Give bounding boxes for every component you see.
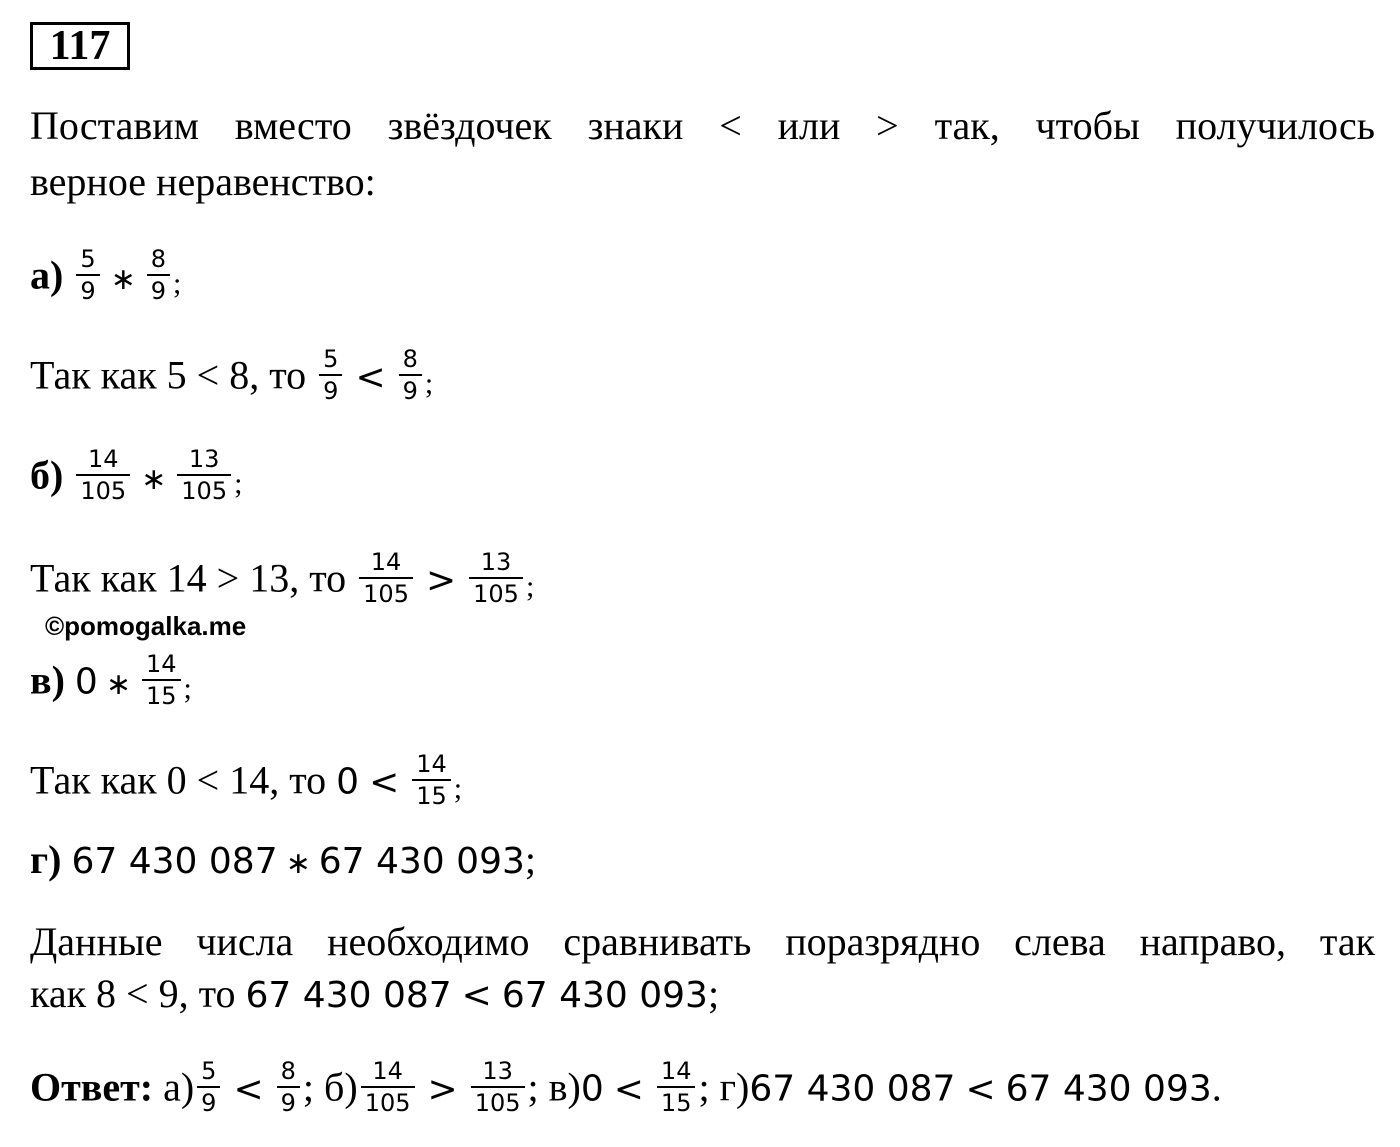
task-a-label: а) [30, 252, 64, 298]
answer-label: Ответ: [30, 1064, 154, 1110]
comparison-sign: < [369, 761, 400, 803]
solution-b: Так как 14 > 13, то $\frac{14}{105}$ > $\frac{13}{105}$ ; [30, 548, 535, 609]
solution-v-text: Так как 0 < 14, то [30, 757, 327, 803]
fraction: $\frac{8}{9}$ [147, 246, 170, 305]
explanation-g-2: как 8 < 9, то 67 430 087 < 67 430 093; [30, 971, 720, 1016]
answer: Ответ: а) $\frac{5}{9}$ < $\frac{8}{9}$ ; б) $\frac{14}{105}$ > $\frac{13}{105}$ ; в)0 < $\frac{14}{15}$ ; г)67 430 087 < 67 430 093. [30, 1057, 1222, 1118]
star-symbol: ∗ [285, 846, 311, 881]
fraction: $\frac{14}{105}$ [76, 446, 130, 505]
intro-text: Поставим вместо звёздочек знаки < или > так, чтобы получилось [30, 103, 1375, 148]
star-symbol: ∗ [105, 666, 131, 702]
watermark: ©pomogalka.me [45, 611, 247, 641]
fraction: $\frac{8}{9}$ [399, 346, 422, 405]
solution-a-text: Так как 5 < 8, то [30, 352, 307, 398]
solution-a: Так как 5 < 8, то $\frac{5}{9}$ < $\frac{8}{9}$ ; [30, 345, 434, 406]
fraction: $\frac{14}{15}$ [142, 651, 181, 710]
fraction: $\frac{14}{15}$ [412, 751, 451, 810]
star-symbol: ∗ [110, 261, 136, 297]
solution-v: Так как 0 < 14, то 0 < $\frac{14}{15}$ ; [30, 750, 463, 811]
task-v: в) 0 ∗ $\frac{14}{15}$ ; [30, 650, 192, 711]
task-b-label: б) [30, 452, 64, 498]
task-b: б) $\frac{14}{105}$ ∗ $\frac{13}{105}$ ; [30, 445, 243, 506]
explanation-g: Данные числа необходимо сравнивать поразрядно слева направо, так [30, 919, 1375, 964]
comparison-sign: > [425, 559, 457, 601]
comparison-sign: < [461, 975, 492, 1016]
fraction: $\frac{13}{105}$ [469, 549, 523, 608]
task-a: а) $\frac{5}{9}$ ∗ $\frac{8}{9}$ ; [30, 245, 182, 306]
comparison-sign: < [355, 356, 386, 398]
fraction: $\frac{13}{105}$ [471, 1058, 525, 1117]
star-symbol: ∗ [141, 461, 167, 497]
problem-number: 117 [30, 22, 130, 70]
fraction: $\frac{14}{15}$ [657, 1058, 696, 1117]
intro-text-2: верное неравенство: [30, 159, 376, 204]
fraction: $\frac{8}{9}$ [277, 1058, 300, 1117]
fraction: $\frac{5}{9}$ [319, 346, 342, 405]
fraction: $\frac{5}{9}$ [197, 1058, 220, 1117]
task-g-label: г) [30, 837, 62, 882]
fraction: $\frac{14}{105}$ [361, 1058, 415, 1117]
task-g: г) 67 430 087 ∗ 67 430 093; [30, 837, 536, 882]
task-v-label: в) [30, 657, 65, 703]
fraction: $\frac{13}{105}$ [177, 446, 231, 505]
fraction: $\frac{5}{9}$ [76, 246, 99, 305]
solution-b-text: Так как 14 > 13, то [30, 555, 347, 601]
fraction: $\frac{14}{105}$ [359, 549, 413, 608]
